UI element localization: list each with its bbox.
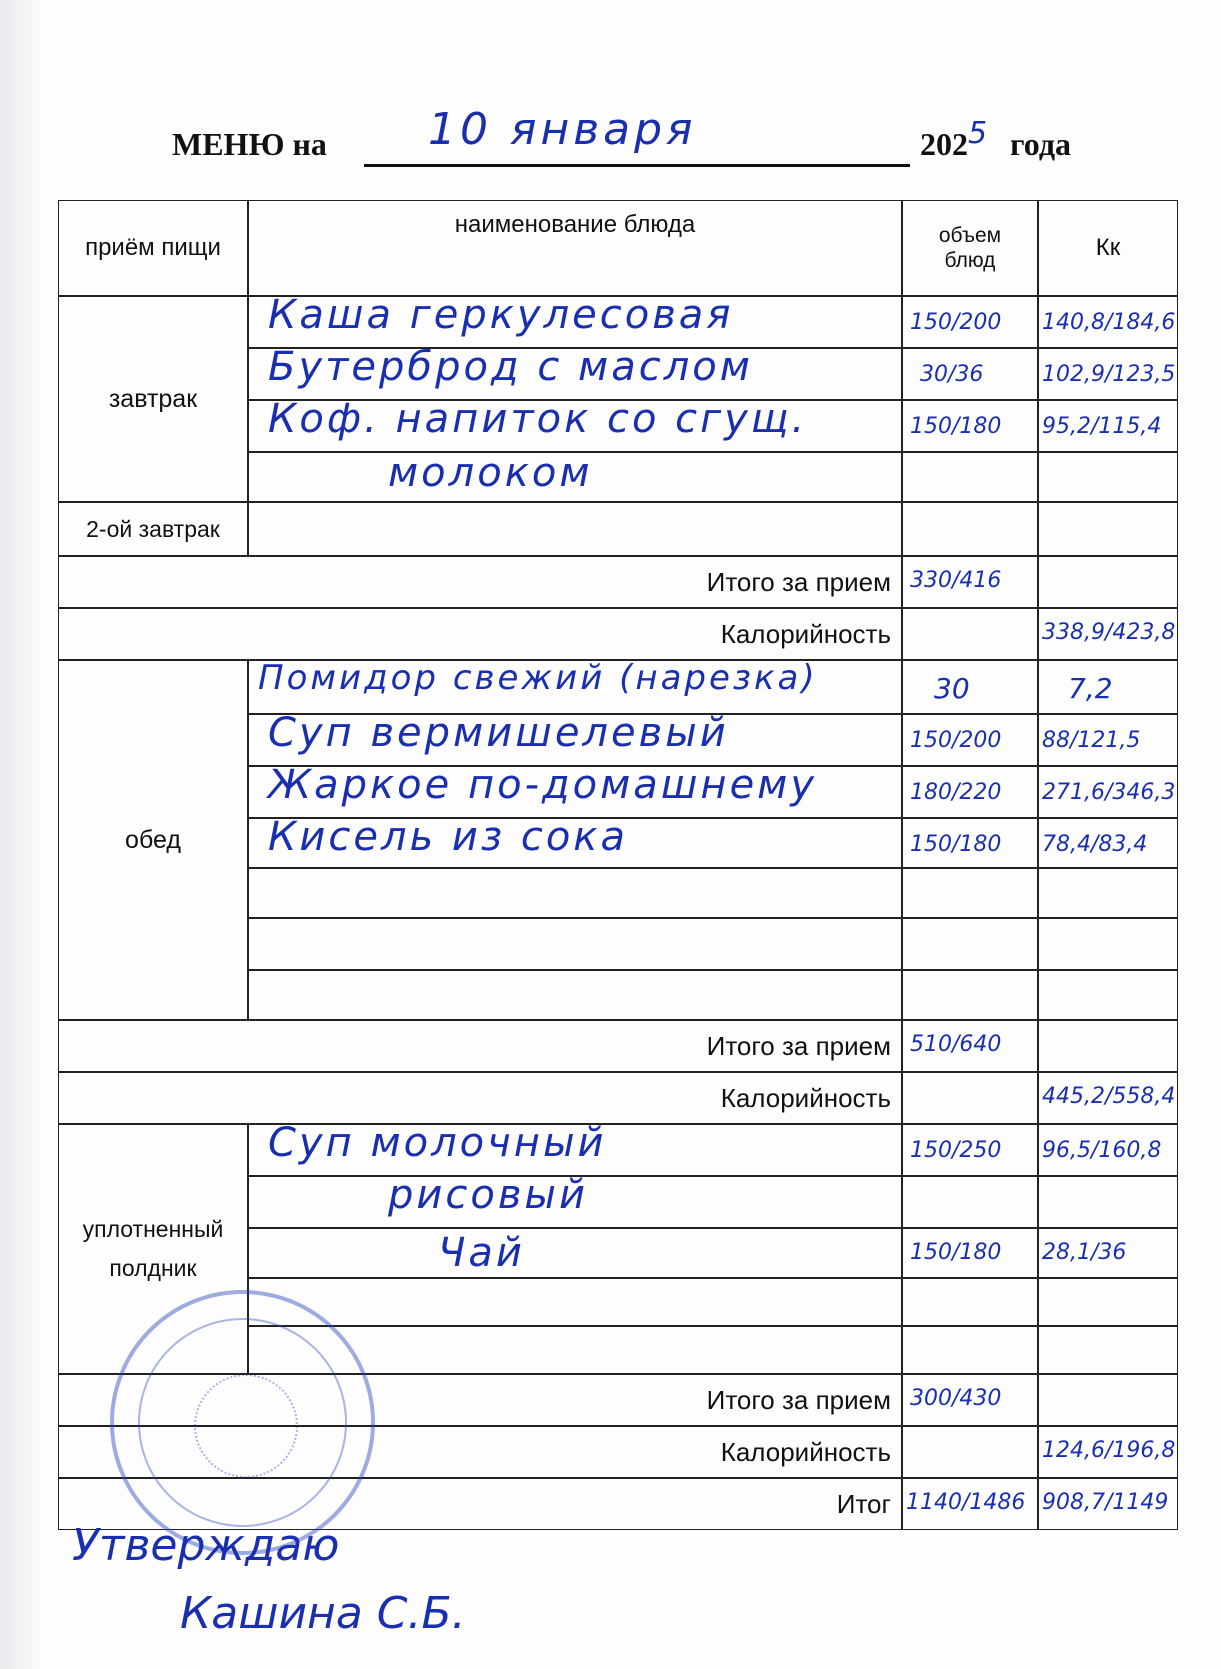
lunch-total-volume: 510/640 xyxy=(910,1032,1002,1057)
dish-kcal: 88/121,5 xyxy=(1042,728,1141,753)
snack-total-volume: 300/430 xyxy=(910,1386,1002,1411)
kcal-cell xyxy=(1038,1326,1178,1374)
meal-lunch: обед xyxy=(58,660,248,1020)
meal-breakfast: завтрак xyxy=(58,296,248,502)
kcal-cell xyxy=(1038,970,1178,1020)
year-printed: 202 xyxy=(920,126,968,162)
kcal-cell xyxy=(1038,1176,1178,1228)
dish-name: Бутерброд с маслом xyxy=(268,344,753,390)
dish-name: Суп молочный xyxy=(268,1120,607,1166)
dish-volume: 30 xyxy=(934,672,970,705)
menu-year xyxy=(920,116,988,163)
dish-kcal: 95,2/115,4 xyxy=(1042,414,1162,439)
dish-volume: 150/180 xyxy=(910,414,1002,439)
dish-name: рисовый xyxy=(388,1172,589,1218)
kcal-cell xyxy=(1038,1020,1178,1072)
kcal-cell xyxy=(1038,556,1178,608)
dish-name: Кисель из сока xyxy=(268,814,628,860)
dish-kcal: 78,4/83,4 xyxy=(1042,832,1148,857)
title-prefix: МЕНЮ на xyxy=(172,126,327,162)
kcal-cell xyxy=(1038,868,1178,918)
lunch-total-label: Итого за прием xyxy=(58,1020,902,1072)
snack-calories-label: Калорийность xyxy=(58,1426,902,1478)
menu-title xyxy=(0,104,1221,178)
dish-cell xyxy=(248,1278,902,1326)
volume-cell xyxy=(902,1176,1038,1228)
dish-name: Суп вермишелевый xyxy=(268,710,729,756)
col-header-meal: приём пищи xyxy=(58,200,248,296)
kcal-cell xyxy=(1038,1374,1178,1426)
dish-volume: 150/200 xyxy=(910,310,1002,335)
volume-cell xyxy=(902,1326,1038,1374)
dish-name: Коф. напиток со сгущ. xyxy=(268,396,808,442)
volume-cell xyxy=(902,918,1038,970)
volume-cell xyxy=(902,1278,1038,1326)
dish-volume: 180/220 xyxy=(910,780,1002,805)
snack-total-label: Итого за прием xyxy=(58,1374,902,1426)
grand-total-calories: 908,7/1149 xyxy=(1042,1490,1169,1515)
kcal-cell xyxy=(1038,918,1178,970)
official-stamp xyxy=(110,1290,375,1555)
snack-total-calories: 124,6/196,8 xyxy=(1042,1438,1176,1463)
page-binding-edge xyxy=(0,0,40,1669)
year-handwritten: 5 xyxy=(968,116,988,151)
kcal-cell xyxy=(1038,452,1178,502)
volume-cell xyxy=(902,608,1038,660)
dish-kcal: 28,1/36 xyxy=(1042,1240,1127,1265)
dish-volume: 30/36 xyxy=(920,362,984,387)
menu-date: 10 января xyxy=(428,104,697,155)
date-underline xyxy=(364,164,910,167)
dish-name: Чай xyxy=(438,1230,525,1276)
dish-cell xyxy=(248,918,902,970)
dish-cell xyxy=(248,1228,902,1278)
lunch-total-calories: 445,2/558,4 xyxy=(1042,1084,1176,1109)
volume-cell xyxy=(902,970,1038,1020)
dish-volume: 150/250 xyxy=(910,1138,1002,1163)
breakfast-total-label: Итого за прием xyxy=(58,556,902,608)
dish-name: молоком xyxy=(388,450,593,496)
dish-kcal: 96,5/160,8 xyxy=(1042,1138,1162,1163)
breakfast-calories-label: Калорийность xyxy=(58,608,902,660)
approval-note: Утверждаю xyxy=(72,1520,340,1571)
dish-cell xyxy=(248,502,902,556)
grand-total-volume: 1140/1486 xyxy=(906,1490,1026,1515)
breakfast-total-calories: 338,9/423,8 xyxy=(1042,620,1176,645)
volume-cell xyxy=(902,660,1038,714)
dish-kcal: 7,2 xyxy=(1068,672,1113,705)
dish-volume: 150/200 xyxy=(910,728,1002,753)
meal-snack: уплотненный полдник xyxy=(58,1124,248,1374)
volume-cell xyxy=(902,1426,1038,1478)
breakfast-total-volume: 330/416 xyxy=(910,568,1002,593)
dish-name: Помидор свежий (нарезка) xyxy=(258,658,818,698)
col-header-kcal: Кк xyxy=(1038,200,1178,296)
volume-cell xyxy=(902,868,1038,918)
meal-second-breakfast: 2-ой завтрак xyxy=(58,502,248,556)
title-suffix: года xyxy=(1010,126,1071,162)
kcal-cell xyxy=(1038,502,1178,556)
dish-name: Каша геркулесовая xyxy=(268,292,734,338)
volume-cell xyxy=(902,452,1038,502)
kcal-cell xyxy=(1038,1278,1178,1326)
col-header-dish: наименование блюда xyxy=(248,200,902,296)
volume-cell xyxy=(902,502,1038,556)
dish-cell xyxy=(248,970,902,1020)
col-header-volume: объем блюд xyxy=(902,200,1038,296)
dish-volume: 150/180 xyxy=(910,832,1002,857)
lunch-calories-label: Калорийность xyxy=(58,1072,902,1124)
signatory-name: Кашина С.Б. xyxy=(180,1588,466,1639)
dish-kcal: 140,8/184,6 xyxy=(1042,310,1176,335)
dish-cell xyxy=(248,868,902,918)
dish-kcal: 102,9/123,5 xyxy=(1042,362,1176,387)
dish-kcal: 271,6/346,3 xyxy=(1042,780,1176,805)
dish-volume: 150/180 xyxy=(910,1240,1002,1265)
volume-cell xyxy=(902,1072,1038,1124)
grand-total-label: Итог xyxy=(58,1478,902,1530)
dish-name: Жаркое по-домашнему xyxy=(268,762,818,808)
